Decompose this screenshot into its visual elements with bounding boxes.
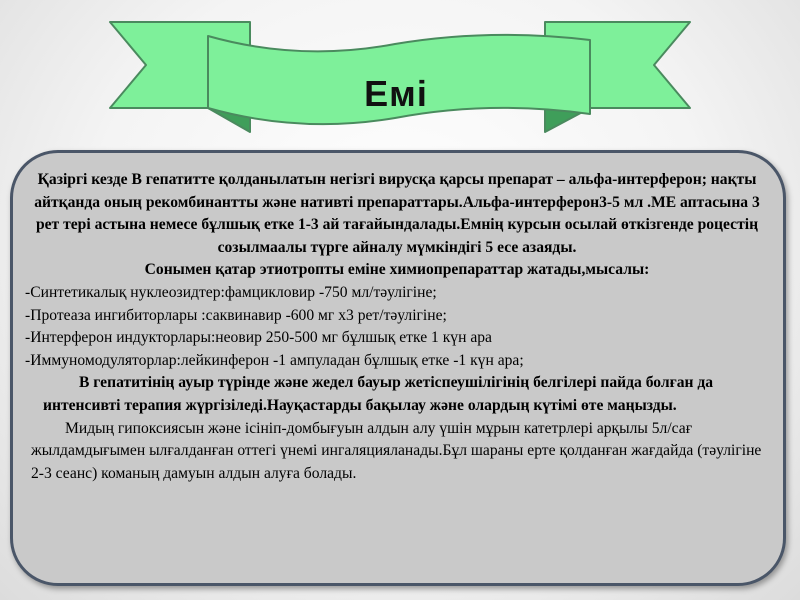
paragraph-severe-form: В гепатитінің ауыр түрінде және жедел бауыр жетіспеушілігінің белгілері пайда болған да интенсивті терапия жүргізіледі.Науқастарды бақылау және олардың күтімі өте маңызды. xyxy=(43,374,714,414)
list-item: -Интерферон индукторлары:неовир 250-500 мг бұлшық етке 1 күн ара xyxy=(25,329,492,347)
paragraph-oxygen-therapy: Мидың гипоксиясын және ісініп-домбығуын алдын алу үшін мұрын катетрлері арқылы 5л/сағ жылдамдығымен ылғалданған оттегі үнемі ингаляцияланады.Бұл шараны ерте қолданған жағдайда (тәулігіне 2-3 сеанс) команың дамуын алдын алуға болады. xyxy=(31,419,762,482)
list-item: -Иммуномодуляторлар:лейкинферон -1 ампуладан бұлшық етке -1 күн ара; xyxy=(25,351,524,369)
content-panel xyxy=(10,150,786,586)
list-item: -Протеаза ингибиторлары :саквинавир -600 мг х3 рет/тәулігіне; xyxy=(25,306,447,324)
paragraph-etiotropic-intro: Сонымен қатар этиотропты еміне химиопрепараттар жатады,мысалы: xyxy=(144,261,650,279)
paragraph-current-treatment: Қазіргі кезде В гепатитте қолданылатын негізгі вирусқа қарсы препарат – альфа-интерферон; нақты айтқанда оның рекомбинантты және нативті препараттары.Альфа-интерферон3-5 мл .МЕ аптасына 3 рет тері астына немесе бұлшық етке 1-3 ай тағайындалады.Емнің курсын осылай өткізгенде роцестің созылмаалы түрге айналу мүмкіндігі 5 есе азаяды. xyxy=(34,171,760,256)
list-item: -Синтетикалық нуклеозидтер:фамцикловир -750 мл/тәулігіне; xyxy=(25,283,437,301)
banner-title: Емі xyxy=(364,73,428,114)
